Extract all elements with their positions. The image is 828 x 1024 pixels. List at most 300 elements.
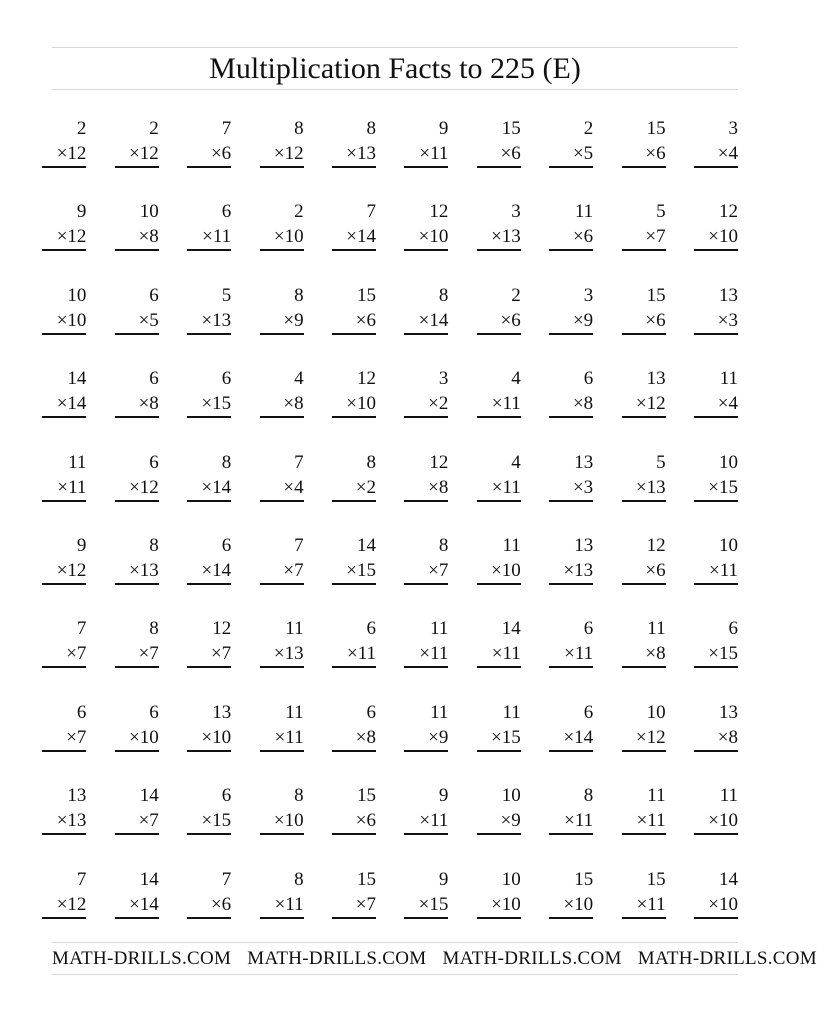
multiplication-problem — [549, 533, 593, 585]
footer-brand: MATH-DRILLS.COM — [637, 948, 817, 969]
multiplicand: 10 — [719, 451, 738, 473]
multiplicand: 14 — [501, 618, 521, 640]
multiplication-problem — [115, 616, 159, 668]
multiplication-problem — [115, 116, 159, 168]
multiplicand: 6 — [149, 284, 159, 306]
multiplier: ×13 — [477, 225, 521, 251]
multiplier: ×12 — [260, 142, 304, 168]
multiplication-problem — [694, 366, 738, 418]
multiplicand: 11 — [502, 701, 521, 723]
multiplication-problem — [42, 366, 86, 418]
multiplicand: 15 — [357, 284, 376, 306]
multiplication-problem — [332, 533, 376, 585]
footer-bottom-rule — [52, 974, 738, 975]
multiplier: ×6 — [187, 893, 231, 919]
multiplier: ×6 — [622, 309, 666, 335]
multiplier: ×6 — [477, 142, 521, 168]
multiplication-problem — [694, 700, 738, 752]
multiplier: ×13 — [115, 559, 159, 585]
multiplication-problem — [694, 450, 738, 502]
multiplication-problem — [260, 533, 304, 585]
multiplication-problem — [622, 867, 666, 919]
multiplicand: 10 — [67, 284, 87, 306]
problem-row — [52, 867, 738, 950]
multiplier: ×12 — [42, 142, 86, 168]
multiplicand: 8 — [294, 785, 304, 807]
multiplier: ×7 — [42, 726, 86, 752]
multiplier: ×10 — [332, 392, 376, 418]
multiplicand: 11 — [574, 201, 594, 223]
multiplicand: 13 — [719, 284, 738, 306]
multiplicand: 8 — [366, 118, 376, 139]
problem-row — [52, 700, 738, 783]
multiplicand: 13 — [212, 701, 232, 723]
multiplicand: 9 — [438, 785, 449, 807]
multiplicand: 12 — [646, 534, 666, 556]
multiplication-problem — [332, 283, 376, 335]
multiplicand: 5 — [221, 284, 232, 306]
multiplication-problem — [187, 533, 231, 585]
footer-brand: MATH-DRILLS.COM — [247, 948, 427, 969]
multiplier: ×12 — [42, 893, 86, 919]
footer-top-rule — [52, 942, 738, 943]
multiplication-problem — [694, 783, 738, 835]
multiplication-problem — [187, 700, 231, 752]
multiplier: ×15 — [477, 726, 521, 752]
multiplication-problem — [42, 616, 86, 668]
multiplier: ×6 — [332, 309, 376, 335]
multiplication-problem — [260, 116, 304, 168]
multiplication-problem — [622, 199, 666, 251]
multiplicand: 6 — [728, 618, 738, 640]
multiplicand: 6 — [366, 618, 376, 640]
multiplicand: 3 — [438, 368, 449, 390]
multiplicand: 2 — [511, 284, 521, 306]
multiplication-problem — [187, 783, 231, 835]
multiplicand: 13 — [574, 534, 594, 556]
multiplicand: 14 — [357, 534, 376, 556]
multiplicand: 10 — [719, 534, 738, 556]
multiplier: ×15 — [694, 642, 738, 668]
multiplier: ×9 — [549, 309, 593, 335]
multiplier: ×11 — [260, 893, 304, 919]
multiplicand: 11 — [430, 701, 449, 723]
multiplication-problem — [332, 450, 376, 502]
multiplier: ×2 — [332, 476, 376, 502]
multiplication-problem — [622, 366, 666, 418]
multiplicand: 7 — [76, 868, 87, 890]
multiplication-problem — [260, 283, 304, 335]
multiplier: ×10 — [260, 225, 304, 251]
multiplicand: 3 — [511, 201, 521, 223]
multiplicand: 12 — [719, 201, 738, 223]
multiplicand: 3 — [583, 284, 594, 306]
multiplicand: 14 — [139, 868, 159, 890]
multiplicand: 6 — [149, 451, 159, 473]
multiplication-problem — [260, 867, 304, 919]
multiplicand: 15 — [646, 284, 666, 306]
multiplicand: 6 — [149, 368, 159, 390]
multiplication-problem — [477, 283, 521, 335]
multiplier: ×7 — [42, 642, 86, 668]
multiplier: ×7 — [260, 559, 304, 585]
multiplier: ×13 — [260, 642, 304, 668]
problem-row — [52, 533, 738, 616]
multiplication-problem — [260, 700, 304, 752]
multiplicand: 15 — [646, 118, 666, 139]
multiplier: ×11 — [42, 476, 86, 502]
multiplication-problem — [694, 616, 738, 668]
multiplicand: 6 — [76, 701, 87, 723]
multiplier: ×7 — [115, 642, 159, 668]
multiplication-problem — [404, 366, 448, 418]
multiplication-problem — [549, 116, 593, 168]
multiplier: ×11 — [187, 225, 231, 251]
multiplier: ×12 — [42, 225, 86, 251]
multiplicand: 9 — [438, 868, 449, 890]
multiplication-problem — [622, 116, 666, 168]
multiplication-problem — [115, 283, 159, 335]
multiplication-problem — [42, 116, 86, 168]
title-rule — [52, 89, 738, 90]
multiplication-problem — [549, 616, 593, 668]
multiplicand: 11 — [719, 785, 738, 807]
multiplicand: 7 — [76, 618, 87, 640]
multiplier: ×10 — [115, 726, 159, 752]
multiplier: ×4 — [694, 392, 738, 418]
multiplicand: 13 — [67, 785, 87, 807]
multiplicand: 8 — [294, 118, 304, 139]
multiplier: ×11 — [622, 893, 666, 919]
multiplier: ×15 — [332, 559, 376, 585]
footer-brand: MATH-DRILLS.COM — [52, 948, 232, 969]
multiplicand: 2 — [294, 201, 304, 223]
multiplicand: 6 — [221, 785, 232, 807]
multiplication-problem — [404, 700, 448, 752]
multiplicand: 7 — [294, 451, 304, 473]
multiplication-problem — [332, 867, 376, 919]
multiplier: ×8 — [622, 642, 666, 668]
multiplication-problem — [694, 283, 738, 335]
multiplicand: 14 — [139, 785, 159, 807]
multiplication-problem — [477, 533, 521, 585]
multiplier: ×13 — [622, 476, 666, 502]
multiplicand: 11 — [502, 534, 521, 556]
multiplicand: 8 — [438, 534, 449, 556]
multiplicand: 8 — [149, 534, 159, 556]
multiplier: ×14 — [549, 726, 593, 752]
multiplication-problem — [260, 199, 304, 251]
multiplication-problem — [477, 700, 521, 752]
multiplicand: 10 — [139, 201, 159, 223]
multiplier: ×14 — [187, 476, 231, 502]
multiplicand: 13 — [574, 451, 594, 473]
multiplication-problem — [42, 783, 86, 835]
multiplicand: 12 — [429, 451, 449, 473]
multiplication-problem — [477, 199, 521, 251]
multiplicand: 10 — [501, 868, 521, 890]
multiplicand: 6 — [221, 534, 232, 556]
multiplier: ×8 — [404, 476, 448, 502]
multiplier: ×3 — [549, 476, 593, 502]
multiplication-problem — [260, 450, 304, 502]
multiplier: ×6 — [332, 809, 376, 835]
multiplication-problem — [622, 700, 666, 752]
multiplier: ×9 — [477, 809, 521, 835]
multiplier: ×7 — [404, 559, 448, 585]
multiplication-problem — [549, 283, 593, 335]
multiplicand: 8 — [294, 284, 304, 306]
multiplication-problem — [42, 199, 86, 251]
problem-row — [52, 116, 738, 199]
footer — [52, 946, 817, 972]
multiplication-problem — [187, 450, 231, 502]
multiplication-problem — [549, 199, 593, 251]
multiplier: ×7 — [622, 225, 666, 251]
multiplicand: 7 — [221, 868, 232, 890]
multiplication-problem — [332, 616, 376, 668]
multiplication-problem — [622, 783, 666, 835]
multiplication-problem — [115, 199, 159, 251]
multiplicand: 6 — [221, 368, 232, 390]
multiplier: ×10 — [694, 809, 738, 835]
multiplication-problem — [332, 366, 376, 418]
multiplicand: 9 — [76, 534, 87, 556]
multiplication-problem — [260, 366, 304, 418]
multiplier: ×12 — [42, 559, 86, 585]
multiplication-problem — [477, 116, 521, 168]
multiplication-problem — [332, 116, 376, 168]
multiplier: ×8 — [694, 726, 738, 752]
multiplication-problem — [115, 700, 159, 752]
multiplicand: 11 — [285, 618, 304, 640]
multiplication-problem — [694, 533, 738, 585]
problem-row — [52, 450, 738, 533]
problem-grid — [52, 116, 738, 950]
multiplier: ×6 — [622, 559, 666, 585]
multiplication-problem — [622, 616, 666, 668]
multiplier: ×13 — [549, 559, 593, 585]
multiplicand: 6 — [221, 201, 232, 223]
multiplicand: 12 — [429, 201, 449, 223]
multiplier: ×10 — [694, 225, 738, 251]
multiplication-problem — [187, 867, 231, 919]
multiplier: ×14 — [115, 893, 159, 919]
multiplier: ×10 — [694, 893, 738, 919]
multiplier: ×10 — [42, 309, 86, 335]
multiplication-problem — [260, 783, 304, 835]
multiplier: ×11 — [260, 726, 304, 752]
multiplier: ×15 — [404, 893, 448, 919]
multiplication-problem — [42, 533, 86, 585]
multiplicand: 11 — [647, 785, 666, 807]
multiplier: ×7 — [115, 809, 159, 835]
multiplier: ×6 — [477, 309, 521, 335]
multiplier: ×7 — [187, 642, 231, 668]
multiplication-problem — [404, 867, 448, 919]
multiplication-problem — [622, 283, 666, 335]
multiplier: ×10 — [477, 893, 521, 919]
multiplicand: 15 — [357, 868, 376, 890]
multiplicand: 10 — [646, 701, 666, 723]
multiplicand: 8 — [366, 451, 376, 473]
multiplicand: 6 — [583, 701, 594, 723]
multiplicand: 6 — [583, 368, 594, 390]
multiplication-problem — [477, 616, 521, 668]
problem-row — [52, 199, 738, 282]
multiplier: ×15 — [187, 809, 231, 835]
multiplier: ×3 — [694, 309, 738, 335]
multiplicand: 4 — [511, 368, 521, 390]
multiplication-problem — [404, 199, 448, 251]
multiplier: ×11 — [332, 642, 376, 668]
multiplicand: 12 — [212, 618, 232, 640]
multiplicand: 8 — [294, 868, 304, 890]
multiplication-problem — [404, 116, 448, 168]
multiplier: ×15 — [187, 392, 231, 418]
multiplication-problem — [694, 199, 738, 251]
multiplier: ×12 — [622, 392, 666, 418]
multiplier: ×8 — [549, 392, 593, 418]
multiplier: ×6 — [549, 225, 593, 251]
multiplication-problem — [549, 450, 593, 502]
multiplicand: 15 — [574, 868, 594, 890]
multiplicand: 8 — [583, 785, 594, 807]
multiplier: ×12 — [115, 476, 159, 502]
multiplication-problem — [42, 867, 86, 919]
multiplicand: 8 — [221, 451, 232, 473]
problem-row — [52, 366, 738, 449]
multiplicand: 2 — [76, 118, 87, 139]
problem-row — [52, 283, 738, 366]
multiplication-problem — [694, 867, 738, 919]
multiplicand: 9 — [76, 201, 87, 223]
multiplication-problem — [42, 450, 86, 502]
multiplier: ×14 — [404, 309, 448, 335]
multiplier: ×11 — [477, 642, 521, 668]
multiplier: ×10 — [477, 559, 521, 585]
multiplier: ×7 — [332, 893, 376, 919]
multiplicand: 15 — [357, 785, 376, 807]
multiplicand: 8 — [438, 284, 449, 306]
multiplier: ×11 — [477, 476, 521, 502]
multiplicand: 2 — [583, 118, 594, 139]
multiplier: ×8 — [260, 392, 304, 418]
multiplier: ×11 — [404, 809, 448, 835]
multiplier: ×10 — [549, 893, 593, 919]
multiplication-problem — [477, 783, 521, 835]
multiplication-problem — [549, 366, 593, 418]
multiplication-problem — [404, 783, 448, 835]
multiplier: ×13 — [42, 809, 86, 835]
multiplication-problem — [115, 867, 159, 919]
multiplier: ×6 — [187, 142, 231, 168]
multiplication-problem — [332, 199, 376, 251]
multiplier: ×4 — [694, 142, 738, 168]
multiplicand: 13 — [646, 368, 666, 390]
multiplication-problem — [404, 283, 448, 335]
multiplicand: 11 — [647, 618, 666, 640]
multiplier: ×11 — [477, 392, 521, 418]
multiplication-problem — [622, 450, 666, 502]
top-rule — [52, 47, 738, 48]
multiplicand: 7 — [366, 201, 376, 223]
multiplier: ×5 — [549, 142, 593, 168]
multiplier: ×8 — [332, 726, 376, 752]
multiplication-problem — [187, 116, 231, 168]
multiplier: ×13 — [332, 142, 376, 168]
multiplier: ×11 — [549, 642, 593, 668]
multiplier: ×5 — [115, 309, 159, 335]
multiplicand: 4 — [511, 451, 521, 473]
multiplicand: 10 — [501, 785, 521, 807]
multiplier: ×11 — [404, 142, 448, 168]
multiplier: ×11 — [549, 809, 593, 835]
multiplier: ×8 — [115, 225, 159, 251]
multiplicand: 5 — [656, 451, 666, 473]
multiplicand: 3 — [728, 118, 738, 139]
multiplication-problem — [622, 533, 666, 585]
multiplier: ×11 — [404, 642, 448, 668]
multiplicand: 8 — [149, 618, 159, 640]
multiplicand: 11 — [719, 368, 738, 390]
multiplication-problem — [332, 783, 376, 835]
multiplier: ×4 — [260, 476, 304, 502]
multiplication-problem — [404, 533, 448, 585]
multiplication-problem — [115, 533, 159, 585]
multiplier: ×12 — [115, 142, 159, 168]
multiplication-problem — [115, 783, 159, 835]
multiplication-problem — [187, 199, 231, 251]
multiplication-problem — [332, 700, 376, 752]
multiplicand: 13 — [719, 701, 738, 723]
multiplication-problem — [549, 700, 593, 752]
multiplier: ×14 — [187, 559, 231, 585]
multiplier: ×10 — [404, 225, 448, 251]
multiplication-problem — [477, 366, 521, 418]
multiplicand: 4 — [294, 368, 304, 390]
multiplier: ×2 — [404, 392, 448, 418]
multiplier: ×13 — [187, 309, 231, 335]
multiplication-problem — [260, 616, 304, 668]
multiplication-problem — [187, 283, 231, 335]
multiplier: ×9 — [260, 309, 304, 335]
multiplicand: 9 — [438, 118, 449, 139]
multiplier: ×11 — [622, 809, 666, 835]
multiplier: ×11 — [694, 559, 738, 585]
multiplicand: 6 — [583, 618, 594, 640]
multiplicand: 11 — [285, 701, 304, 723]
multiplication-problem — [187, 616, 231, 668]
multiplier: ×10 — [187, 726, 231, 752]
multiplicand: 7 — [221, 118, 232, 139]
multiplicand: 7 — [294, 534, 304, 556]
multiplicand: 6 — [149, 701, 159, 723]
multiplier: ×14 — [42, 392, 86, 418]
multiplication-problem — [404, 616, 448, 668]
multiplier: ×10 — [260, 809, 304, 835]
multiplicand: 14 — [67, 368, 87, 390]
multiplicand: 12 — [357, 368, 376, 390]
multiplicand: 6 — [366, 701, 376, 723]
problem-row — [52, 616, 738, 699]
multiplication-problem — [694, 116, 738, 168]
multiplicand: 5 — [656, 201, 666, 223]
multiplication-problem — [187, 366, 231, 418]
multiplication-problem — [404, 450, 448, 502]
multiplier: ×12 — [622, 726, 666, 752]
multiplication-problem — [115, 450, 159, 502]
